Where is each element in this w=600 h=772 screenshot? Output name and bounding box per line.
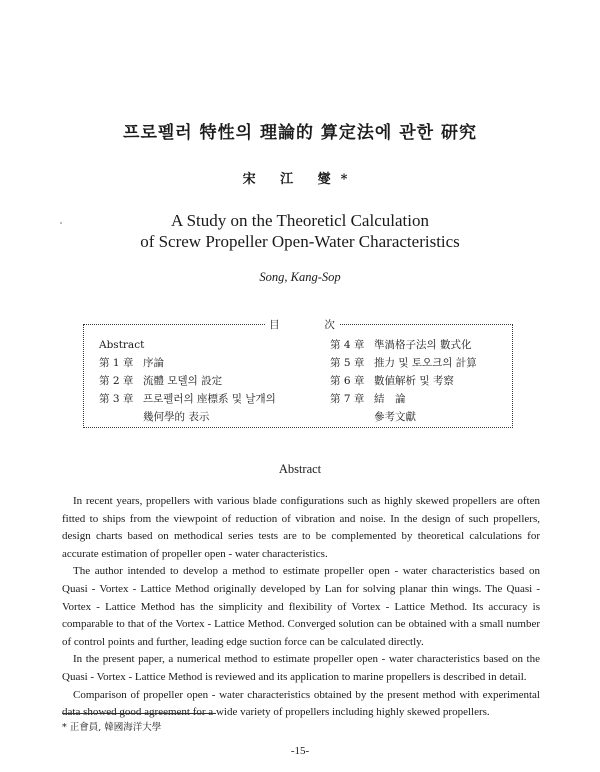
toc-item-label: Abstract xyxy=(99,339,145,351)
toc-item-number: 第 7 章 xyxy=(330,393,365,405)
toc-item[interactable] xyxy=(330,372,477,390)
toc-left-column xyxy=(99,336,276,426)
toc-item-label: 數値解析 및 考察 xyxy=(374,375,454,387)
toc-item-label: 프로펠러의 座標系 및 날개의 xyxy=(143,393,276,405)
abstract-heading: Abstract xyxy=(278,462,322,476)
abstract-body xyxy=(62,493,540,722)
toc-item-number: 第 6 章 xyxy=(330,375,365,387)
toc-item[interactable] xyxy=(99,336,276,354)
footnote: * 正會員, 韓國海洋大學 xyxy=(62,722,162,733)
toc-item[interactable] xyxy=(99,354,276,372)
abstract-paragraph: In the present paper, a numerical method to estimate propeller open - water characteristics based on the Quasi - Vortex - Lattice Method is reviewed and its application to marine propellers is described in detail. xyxy=(62,653,540,683)
english-title-line-1: A Study on the Theoreticl Calculation xyxy=(171,211,429,230)
page-number: -15- xyxy=(290,745,310,757)
toc-item[interactable] xyxy=(330,408,477,426)
toc-right-column xyxy=(330,336,477,426)
toc-item-number: 第 3 章 xyxy=(99,393,134,405)
korean-author: 宋 江 燮* xyxy=(242,172,358,187)
abstract-paragraph: In recent years, propellers with various blade configurations such as highly skewed propellers are often fitted to ships from the viewpoint of reduction of vibration and noise. In the design of such propellers, design charts based on methodical series tests are to be complemented by theoretical calculations for accurate estimation of propeller open - water characteristics. xyxy=(62,495,540,560)
toc-item-number: 第 4 章 xyxy=(330,339,365,351)
english-title xyxy=(0,210,600,252)
toc-item-label: 流體 모델의 設定 xyxy=(143,375,223,387)
toc-item-number: 第 2 章 xyxy=(99,375,134,387)
toc-item-label: 幾何學的 表示 xyxy=(143,411,210,423)
abstract-paragraph: The author intended to develop a method to estimate propeller open - water characteristics based on Quasi - Vortex - Lattice Method originally developed by Lan for solving planar thin wings. The Quasi - Vortex - Lattice Method has the simplicity and flexibility of Vortex - Lattice Method. Its accuracy is comparable to that of the Vortex - Lattice Method. Converged solution can be obtained with a small number of control points and further, leading edge suction force can be calculated directly. xyxy=(62,565,540,648)
toc-item-number: 第 1 章 xyxy=(99,357,134,369)
toc-item[interactable] xyxy=(99,372,276,390)
toc-item[interactable] xyxy=(99,408,276,426)
footnote-rule xyxy=(62,713,216,714)
toc-item-label: 推力 및 토오크의 計算 xyxy=(374,357,477,369)
korean-title: 프로펠러 特性의 理論的 算定法에 관한 研究 xyxy=(123,123,477,143)
english-author: Song, Kang-Sop xyxy=(259,270,341,284)
toc-item-label: 準渦格子法의 數式化 xyxy=(374,339,472,351)
toc-item[interactable] xyxy=(99,390,276,408)
toc-item[interactable] xyxy=(330,390,477,408)
toc-item-label: 結 論 xyxy=(374,393,406,405)
english-title-line-2: of Screw Propeller Open-Water Characteristics xyxy=(140,232,460,251)
toc-item-label: 參考文獻 xyxy=(374,411,416,423)
toc-item-number: 第 5 章 xyxy=(330,357,365,369)
toc-heading-char-1: 目 xyxy=(269,319,280,331)
abstract-paragraph: Comparison of propeller open - water characteristics obtained by the present method with experimental data showed good agreement for a wide variety of propellers including highly skewed propellers. xyxy=(62,688,540,719)
table-of-contents-heading xyxy=(265,317,339,332)
toc-item[interactable] xyxy=(330,336,477,354)
toc-item[interactable] xyxy=(330,354,477,372)
toc-heading-char-2: 次 xyxy=(324,319,335,331)
toc-item-label: 序論 xyxy=(143,357,164,369)
